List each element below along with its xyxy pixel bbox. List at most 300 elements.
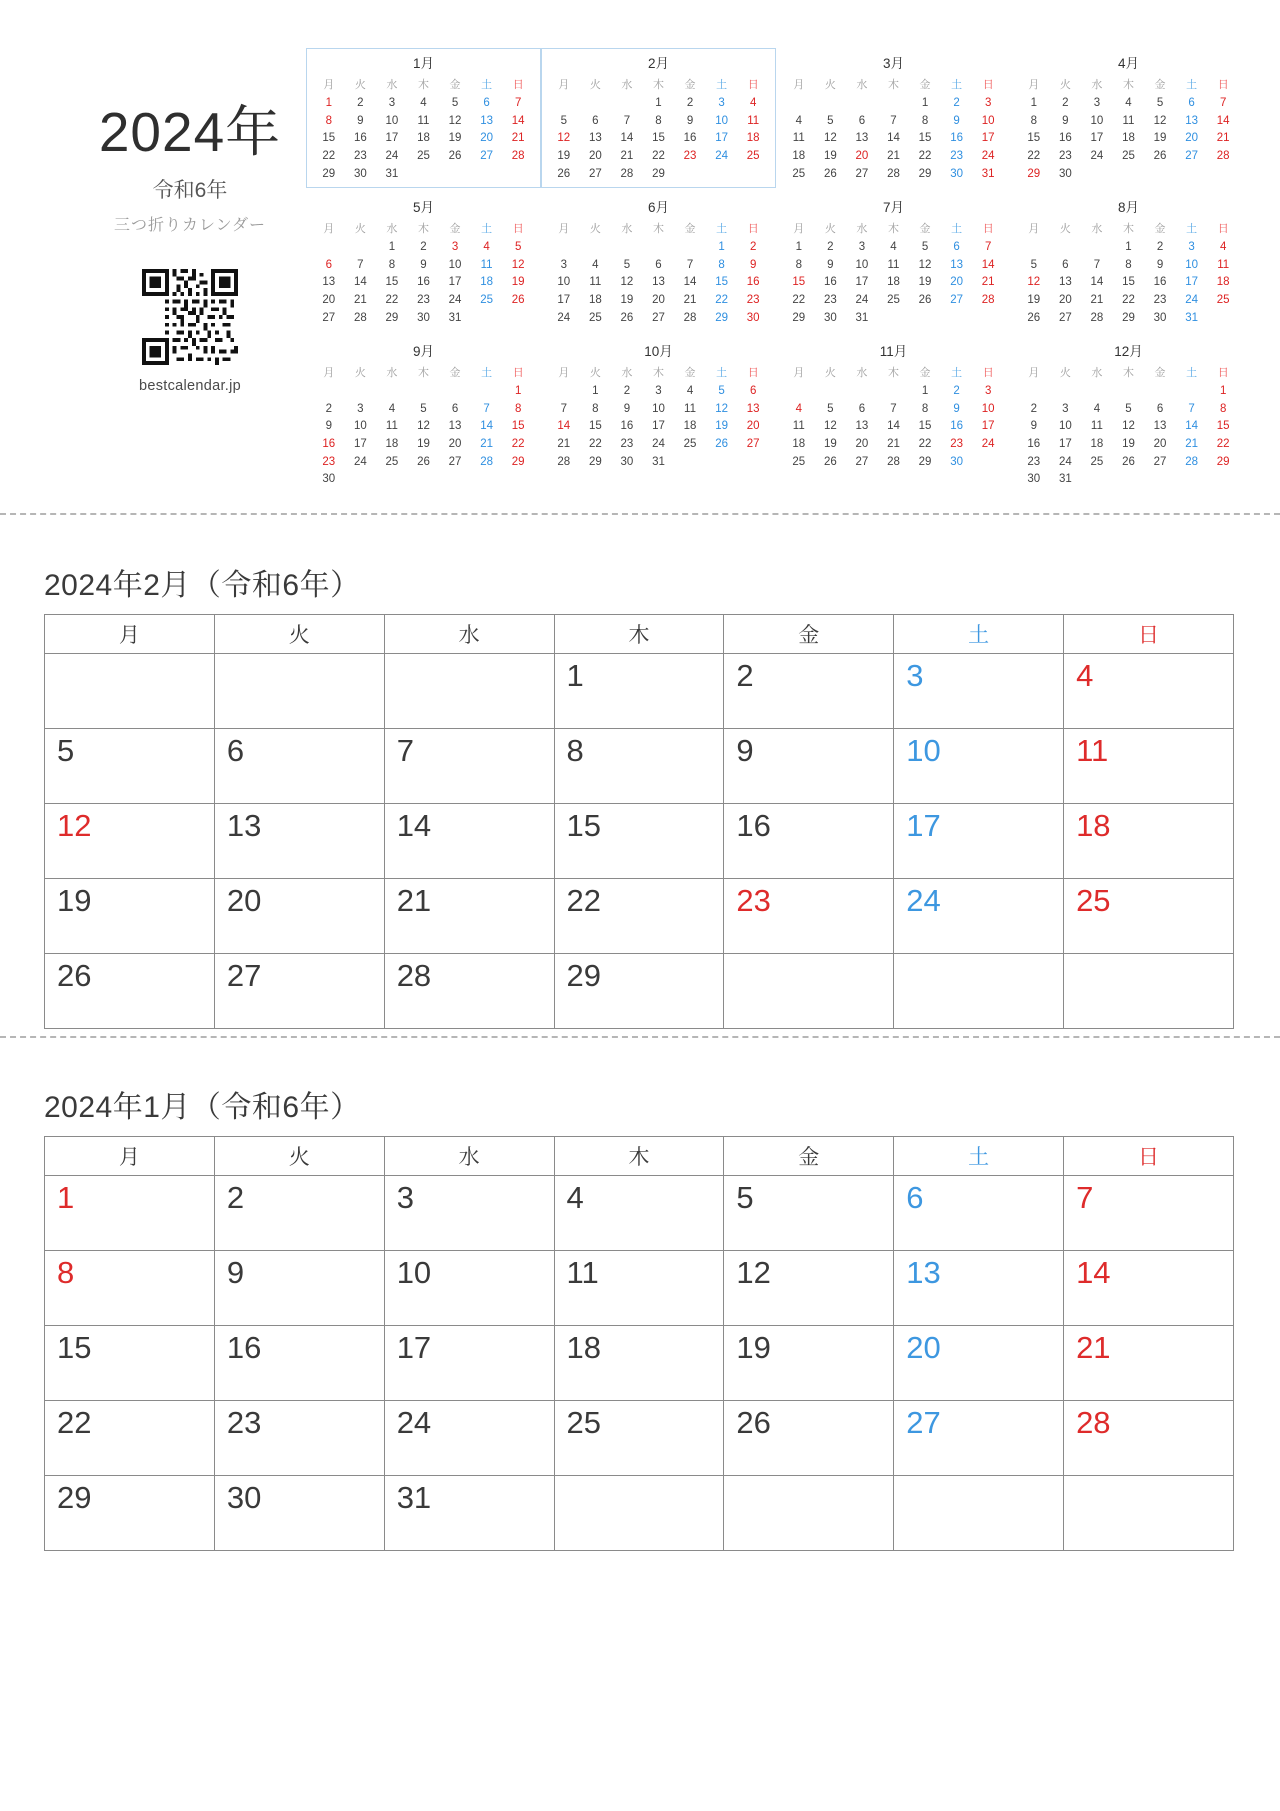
mini-day-cell[interactable]: 9 — [1062, 114, 1069, 127]
mini-day-cell[interactable]: 6 — [953, 241, 960, 254]
mini-day-cell[interactable]: 29 — [385, 311, 399, 324]
mini-day-cell[interactable]: 7 — [686, 258, 694, 271]
mini-day-cell[interactable]: 24 — [652, 437, 665, 450]
mini-day-cell[interactable]: 18 — [683, 420, 697, 433]
mini-day-cell[interactable]: 13 — [448, 420, 462, 433]
mini-day-cell[interactable]: 31 — [385, 167, 399, 180]
mini-day-cell[interactable]: 23 — [950, 437, 963, 450]
mini-day-cell[interactable]: 15 — [918, 420, 932, 433]
day-cell[interactable]: 23 — [214, 1401, 384, 1476]
day-cell[interactable]: 3 — [894, 654, 1064, 729]
mini-day-cell[interactable]: 5 — [623, 258, 631, 271]
mini-day-cell[interactable]: 19 — [1122, 437, 1135, 450]
day-cell[interactable]: 14 — [384, 804, 554, 879]
mini-month-5[interactable] — [306, 192, 541, 332]
mini-day-cell[interactable]: 25 — [683, 437, 697, 450]
mini-day-cell[interactable]: 10 — [1090, 114, 1104, 127]
mini-day-cell[interactable]: 7 — [623, 114, 631, 127]
mini-day-cell[interactable]: 6 — [655, 258, 662, 271]
mini-day-cell[interactable]: 26 — [448, 149, 462, 162]
mini-day-cell[interactable]: 15 — [918, 132, 932, 145]
mini-day-cell[interactable]: 20 — [855, 437, 869, 450]
mini-day-cell[interactable]: 25 — [792, 167, 806, 180]
mini-day-cell[interactable]: 13 — [746, 402, 760, 415]
mini-day-cell[interactable]: 23 — [746, 293, 760, 306]
mini-day-cell[interactable]: 19 — [557, 149, 571, 162]
mini-day-cell[interactable]: 30 — [1058, 167, 1072, 180]
day-cell[interactable]: 31 — [384, 1476, 554, 1551]
mini-day-cell[interactable]: 28 — [1185, 455, 1198, 468]
mini-day-cell[interactable]: 10 — [652, 402, 665, 415]
mini-day-cell[interactable]: 23 — [1153, 293, 1167, 306]
mini-day-cell[interactable]: 6 — [749, 385, 757, 398]
mini-day-cell[interactable]: 13 — [588, 132, 602, 145]
mini-day-cell[interactable]: 13 — [855, 132, 869, 145]
mini-day-cell[interactable]: 2 — [325, 402, 332, 415]
mini-day-cell[interactable]: 11 — [385, 420, 398, 433]
mini-month-3[interactable] — [776, 48, 1011, 188]
mini-day-cell[interactable]: 18 — [792, 437, 806, 450]
mini-day-cell[interactable]: 14 — [511, 114, 525, 127]
mini-day-cell[interactable]: 24 — [448, 293, 462, 306]
mini-day-cell[interactable]: 15 — [792, 276, 806, 289]
mini-day-cell[interactable]: 21 — [1185, 437, 1198, 450]
mini-day-cell[interactable]: 6 — [592, 114, 599, 127]
mini-day-cell[interactable]: 3 — [984, 385, 992, 398]
mini-day-cell[interactable]: 5 — [921, 241, 929, 254]
mini-day-cell[interactable]: 17 — [981, 420, 995, 433]
mini-day-cell[interactable]: 23 — [1027, 455, 1041, 468]
mini-day-cell[interactable]: 27 — [855, 167, 869, 180]
mini-day-cell[interactable]: 20 — [950, 276, 963, 289]
mini-day-cell[interactable]: 13 — [1185, 114, 1198, 127]
mini-month-10[interactable] — [541, 336, 776, 494]
mini-day-cell[interactable]: 26 — [417, 455, 430, 468]
mini-day-cell[interactable]: 17 — [652, 420, 665, 433]
mini-day-cell[interactable]: 12 — [557, 132, 571, 145]
mini-day-cell[interactable]: 11 — [589, 276, 602, 289]
mini-day-cell[interactable]: 21 — [353, 293, 367, 306]
mini-day-cell[interactable]: 2 — [749, 241, 757, 254]
mini-day-cell[interactable]: 26 — [557, 167, 571, 180]
mini-day-cell[interactable]: 10 — [353, 420, 367, 433]
day-cell[interactable]: 29 — [554, 954, 724, 1029]
mini-day-cell[interactable]: 27 — [588, 167, 602, 180]
mini-day-cell[interactable]: 25 — [1122, 149, 1135, 162]
mini-day-cell[interactable]: 7 — [1219, 97, 1227, 110]
day-cell[interactable]: 9 — [214, 1251, 384, 1326]
mini-day-cell[interactable]: 15 — [385, 276, 399, 289]
mini-day-cell[interactable]: 10 — [385, 114, 399, 127]
mini-day-cell[interactable]: 27 — [448, 455, 462, 468]
mini-day-cell[interactable]: 3 — [1062, 402, 1069, 415]
mini-day-cell[interactable]: 28 — [620, 167, 634, 180]
mini-day-cell[interactable]: 9 — [1156, 258, 1164, 271]
mini-day-cell[interactable]: 7 — [1093, 258, 1101, 271]
mini-day-cell[interactable]: 5 — [827, 114, 834, 127]
mini-month-1[interactable] — [306, 48, 541, 188]
day-cell[interactable]: 3 — [384, 1176, 554, 1251]
mini-day-cell[interactable]: 14 — [620, 132, 634, 145]
mini-day-cell[interactable]: 4 — [388, 402, 396, 415]
mini-day-cell[interactable]: 13 — [652, 276, 665, 289]
mini-day-cell[interactable]: 10 — [981, 114, 995, 127]
day-cell[interactable]: 17 — [384, 1326, 554, 1401]
mini-day-cell[interactable]: 6 — [1156, 402, 1164, 415]
mini-day-cell[interactable]: 1 — [1125, 241, 1132, 254]
mini-day-cell[interactable]: 5 — [1125, 402, 1132, 415]
mini-day-cell[interactable]: 25 — [1216, 293, 1230, 306]
mini-day-cell[interactable]: 26 — [823, 167, 837, 180]
day-cell[interactable]: 5 — [724, 1176, 894, 1251]
mini-day-cell[interactable]: 17 — [353, 437, 367, 450]
mini-day-cell[interactable]: 7 — [560, 402, 567, 415]
mini-day-cell[interactable]: 16 — [322, 437, 336, 450]
mini-day-cell[interactable]: 14 — [1090, 276, 1104, 289]
mini-day-cell[interactable]: 12 — [823, 420, 837, 433]
mini-month-8[interactable] — [1011, 192, 1246, 332]
mini-day-cell[interactable]: 20 — [480, 132, 493, 145]
mini-day-cell[interactable]: 2 — [420, 241, 427, 254]
mini-day-cell[interactable]: 14 — [1185, 420, 1198, 433]
mini-day-cell[interactable]: 9 — [827, 258, 834, 271]
mini-day-cell[interactable]: 10 — [981, 402, 995, 415]
mini-day-cell[interactable]: 18 — [1090, 437, 1104, 450]
mini-day-cell[interactable]: 29 — [652, 167, 665, 180]
day-cell[interactable]: 6 — [214, 729, 384, 804]
mini-day-cell[interactable]: 20 — [1185, 132, 1198, 145]
mini-day-cell[interactable]: 14 — [1216, 114, 1230, 127]
mini-day-cell[interactable]: 5 — [560, 114, 567, 127]
mini-day-cell[interactable]: 31 — [981, 167, 995, 180]
mini-day-cell[interactable]: 20 — [322, 293, 336, 306]
mini-day-cell[interactable]: 23 — [620, 437, 634, 450]
mini-day-cell[interactable]: 11 — [887, 258, 900, 271]
day-cell[interactable]: 6 — [894, 1176, 1064, 1251]
mini-day-cell[interactable]: 15 — [1122, 276, 1135, 289]
day-cell[interactable]: 18 — [1064, 804, 1234, 879]
mini-day-cell[interactable]: 19 — [620, 293, 634, 306]
day-cell[interactable]: 5 — [45, 729, 215, 804]
day-cell[interactable]: 21 — [1064, 1326, 1234, 1401]
mini-day-cell[interactable]: 12 — [620, 276, 634, 289]
day-cell[interactable]: 2 — [214, 1176, 384, 1251]
day-cell[interactable]: 25 — [554, 1401, 724, 1476]
mini-day-cell[interactable]: 4 — [1093, 402, 1101, 415]
mini-day-cell[interactable]: 6 — [325, 258, 332, 271]
day-cell[interactable]: 26 — [724, 1401, 894, 1476]
mini-day-cell[interactable]: 9 — [325, 420, 332, 433]
mini-day-cell[interactable]: 7 — [483, 402, 490, 415]
day-cell[interactable]: 29 — [45, 1476, 215, 1551]
mini-day-cell[interactable]: 15 — [322, 132, 336, 145]
mini-day-cell[interactable]: 9 — [1030, 420, 1037, 433]
mini-day-cell[interactable]: 23 — [683, 149, 697, 162]
mini-day-cell[interactable]: 18 — [1216, 276, 1230, 289]
mini-day-cell[interactable]: 10 — [1185, 258, 1198, 271]
mini-month-11[interactable] — [776, 336, 1011, 494]
mini-day-cell[interactable]: 2 — [1062, 97, 1069, 110]
mini-day-cell[interactable]: 12 — [1027, 276, 1041, 289]
day-cell[interactable]: 23 — [724, 879, 894, 954]
mini-day-cell[interactable]: 22 — [385, 293, 399, 306]
mini-day-cell[interactable]: 16 — [417, 276, 430, 289]
mini-day-cell[interactable]: 19 — [448, 132, 462, 145]
mini-day-cell[interactable]: 5 — [827, 402, 834, 415]
mini-day-cell[interactable]: 11 — [1090, 420, 1103, 433]
mini-day-cell[interactable]: 8 — [1030, 114, 1037, 127]
mini-day-cell[interactable]: 13 — [950, 258, 963, 271]
mini-day-cell[interactable]: 27 — [855, 455, 869, 468]
mini-day-cell[interactable]: 21 — [620, 149, 634, 162]
mini-day-cell[interactable]: 28 — [353, 311, 367, 324]
mini-day-cell[interactable]: 7 — [514, 97, 522, 110]
mini-day-cell[interactable]: 1 — [921, 97, 929, 110]
day-cell[interactable]: 22 — [554, 879, 724, 954]
mini-day-cell[interactable]: 20 — [448, 437, 462, 450]
day-cell[interactable]: 10 — [384, 1251, 554, 1326]
mini-day-cell[interactable]: 18 — [480, 276, 493, 289]
mini-day-cell[interactable]: 17 — [448, 276, 462, 289]
mini-day-cell[interactable]: 18 — [385, 437, 399, 450]
mini-day-cell[interactable]: 26 — [1122, 455, 1135, 468]
mini-day-cell[interactable]: 19 — [823, 149, 837, 162]
mini-day-cell[interactable]: 21 — [887, 437, 900, 450]
mini-day-cell[interactable]: 25 — [417, 149, 430, 162]
mini-day-cell[interactable]: 11 — [417, 114, 430, 127]
mini-day-cell[interactable]: 2 — [1156, 241, 1164, 254]
mini-day-cell[interactable]: 8 — [514, 402, 522, 415]
mini-day-cell[interactable]: 30 — [620, 455, 634, 468]
mini-day-cell[interactable]: 29 — [792, 311, 806, 324]
mini-day-cell[interactable]: 7 — [984, 241, 992, 254]
mini-day-cell[interactable]: 27 — [652, 311, 665, 324]
mini-day-cell[interactable]: 28 — [1090, 311, 1104, 324]
mini-day-cell[interactable]: 27 — [480, 149, 493, 162]
mini-day-cell[interactable]: 30 — [417, 311, 430, 324]
mini-day-cell[interactable]: 4 — [795, 402, 802, 415]
mini-day-cell[interactable]: 21 — [887, 149, 900, 162]
mini-day-cell[interactable]: 1 — [592, 385, 599, 398]
mini-day-cell[interactable]: 4 — [890, 241, 897, 254]
mini-day-cell[interactable]: 9 — [953, 402, 960, 415]
mini-day-cell[interactable]: 17 — [1090, 132, 1104, 145]
mini-day-cell[interactable]: 13 — [322, 276, 336, 289]
mini-day-cell[interactable]: 29 — [1027, 167, 1041, 180]
mini-day-cell[interactable]: 29 — [715, 311, 728, 324]
mini-day-cell[interactable]: 24 — [1185, 293, 1198, 306]
mini-day-cell[interactable]: 24 — [855, 293, 869, 306]
day-cell[interactable]: 24 — [384, 1401, 554, 1476]
day-cell[interactable]: 11 — [1064, 729, 1234, 804]
mini-day-cell[interactable]: 22 — [715, 293, 728, 306]
mini-day-cell[interactable]: 30 — [950, 455, 963, 468]
mini-day-cell[interactable]: 31 — [652, 455, 665, 468]
mini-month-9[interactable] — [306, 336, 541, 494]
mini-day-cell[interactable]: 8 — [718, 258, 725, 271]
mini-day-cell[interactable]: 15 — [715, 276, 728, 289]
mini-day-cell[interactable]: 24 — [557, 311, 571, 324]
mini-day-cell[interactable]: 22 — [918, 437, 932, 450]
mini-day-cell[interactable]: 6 — [1188, 97, 1195, 110]
mini-day-cell[interactable]: 10 — [448, 258, 462, 271]
mini-day-cell[interactable]: 1 — [325, 97, 332, 110]
mini-day-cell[interactable]: 28 — [683, 311, 697, 324]
mini-day-cell[interactable]: 18 — [1122, 132, 1135, 145]
mini-day-cell[interactable]: 2 — [623, 385, 631, 398]
day-cell[interactable]: 10 — [894, 729, 1064, 804]
mini-day-cell[interactable]: 24 — [385, 149, 399, 162]
day-cell[interactable]: 4 — [1064, 654, 1234, 729]
mini-day-cell[interactable]: 26 — [918, 293, 932, 306]
mini-day-cell[interactable]: 12 — [1122, 420, 1135, 433]
mini-day-cell[interactable]: 28 — [981, 293, 995, 306]
mini-day-cell[interactable]: 29 — [322, 167, 336, 180]
mini-day-cell[interactable]: 19 — [823, 437, 837, 450]
mini-day-cell[interactable]: 17 — [715, 132, 728, 145]
mini-day-cell[interactable]: 2 — [953, 385, 960, 398]
mini-day-cell[interactable]: 4 — [420, 97, 427, 110]
mini-day-cell[interactable]: 23 — [353, 149, 367, 162]
mini-day-cell[interactable]: 21 — [683, 293, 697, 306]
mini-day-cell[interactable]: 14 — [887, 420, 900, 433]
mini-day-cell[interactable]: 30 — [746, 311, 760, 324]
mini-day-cell[interactable]: 5 — [1156, 97, 1164, 110]
mini-month-7[interactable] — [776, 192, 1011, 332]
mini-day-cell[interactable]: 17 — [1185, 276, 1198, 289]
mini-day-cell[interactable]: 7 — [1188, 402, 1195, 415]
mini-day-cell[interactable]: 25 — [746, 149, 760, 162]
day-cell[interactable]: 16 — [724, 804, 894, 879]
mini-day-cell[interactable]: 8 — [1219, 402, 1227, 415]
mini-day-cell[interactable]: 25 — [792, 455, 806, 468]
mini-day-cell[interactable]: 27 — [1058, 311, 1072, 324]
mini-day-cell[interactable]: 8 — [655, 114, 662, 127]
mini-day-cell[interactable]: 20 — [1153, 437, 1167, 450]
mini-day-cell[interactable]: 29 — [588, 455, 602, 468]
mini-day-cell[interactable]: 2 — [1030, 402, 1037, 415]
mini-day-cell[interactable]: 26 — [1153, 149, 1167, 162]
mini-day-cell[interactable]: 20 — [855, 149, 869, 162]
mini-day-cell[interactable]: 12 — [448, 114, 462, 127]
mini-day-cell[interactable]: 9 — [623, 402, 631, 415]
mini-day-cell[interactable]: 18 — [792, 149, 806, 162]
day-cell[interactable]: 15 — [45, 1326, 215, 1401]
mini-day-cell[interactable]: 16 — [620, 420, 634, 433]
mini-day-cell[interactable]: 16 — [1153, 276, 1167, 289]
mini-month-4[interactable] — [1011, 48, 1246, 188]
mini-day-cell[interactable]: 22 — [322, 149, 336, 162]
mini-day-cell[interactable]: 3 — [1093, 97, 1101, 110]
mini-day-cell[interactable]: 20 — [588, 149, 602, 162]
mini-day-cell[interactable]: 26 — [715, 437, 728, 450]
day-cell[interactable]: 30 — [214, 1476, 384, 1551]
mini-month-6[interactable] — [541, 192, 776, 332]
mini-day-cell[interactable]: 17 — [385, 132, 399, 145]
mini-day-cell[interactable]: 12 — [511, 258, 525, 271]
mini-day-cell[interactable]: 25 — [1090, 455, 1104, 468]
mini-day-cell[interactable]: 1 — [795, 241, 802, 254]
mini-day-cell[interactable]: 22 — [652, 149, 665, 162]
day-cell[interactable]: 17 — [894, 804, 1064, 879]
mini-month-2[interactable] — [541, 48, 776, 188]
mini-day-cell[interactable]: 28 — [887, 167, 900, 180]
mini-day-cell[interactable]: 1 — [1030, 97, 1037, 110]
day-cell[interactable]: 4 — [554, 1176, 724, 1251]
mini-day-cell[interactable]: 3 — [655, 385, 662, 398]
mini-day-cell[interactable]: 14 — [683, 276, 697, 289]
mini-day-cell[interactable]: 5 — [420, 402, 427, 415]
mini-day-cell[interactable]: 3 — [357, 402, 364, 415]
mini-day-cell[interactable]: 11 — [1122, 114, 1135, 127]
mini-day-cell[interactable]: 23 — [823, 293, 837, 306]
mini-day-cell[interactable]: 16 — [950, 420, 963, 433]
mini-day-cell[interactable]: 20 — [1058, 293, 1072, 306]
mini-day-cell[interactable]: 22 — [918, 149, 932, 162]
day-cell[interactable]: 12 — [724, 1251, 894, 1326]
mini-day-cell[interactable]: 10 — [715, 114, 728, 127]
mini-day-cell[interactable]: 18 — [887, 276, 900, 289]
mini-day-cell[interactable]: 6 — [858, 402, 866, 415]
mini-day-cell[interactable]: 16 — [1027, 437, 1041, 450]
mini-day-cell[interactable]: 10 — [1058, 420, 1072, 433]
mini-day-cell[interactable]: 4 — [686, 385, 694, 398]
day-cell[interactable]: 1 — [45, 1176, 215, 1251]
mini-day-cell[interactable]: 28 — [557, 455, 571, 468]
mini-day-cell[interactable]: 21 — [981, 276, 995, 289]
mini-day-cell[interactable]: 12 — [417, 420, 430, 433]
mini-day-cell[interactable]: 15 — [1027, 132, 1041, 145]
mini-day-cell[interactable]: 18 — [746, 132, 760, 145]
day-cell[interactable]: 16 — [214, 1326, 384, 1401]
mini-day-cell[interactable]: 17 — [855, 276, 869, 289]
day-cell[interactable]: 8 — [45, 1251, 215, 1326]
mini-day-cell[interactable]: 6 — [483, 97, 490, 110]
mini-day-cell[interactable]: 30 — [1153, 311, 1167, 324]
mini-day-cell[interactable]: 1 — [388, 241, 396, 254]
mini-day-cell[interactable]: 5 — [451, 97, 459, 110]
mini-day-cell[interactable]: 9 — [953, 114, 960, 127]
day-cell[interactable]: 24 — [894, 879, 1064, 954]
mini-day-cell[interactable]: 8 — [1125, 258, 1132, 271]
day-cell[interactable]: 12 — [45, 804, 215, 879]
day-cell[interactable]: 7 — [1064, 1176, 1234, 1251]
mini-day-cell[interactable]: 5 — [1030, 258, 1037, 271]
mini-day-cell[interactable]: 10 — [855, 258, 869, 271]
mini-day-cell[interactable]: 13 — [1153, 420, 1167, 433]
mini-day-cell[interactable]: 23 — [322, 455, 336, 468]
mini-day-cell[interactable]: 22 — [588, 437, 602, 450]
day-cell[interactable]: 20 — [214, 879, 384, 954]
mini-day-cell[interactable]: 2 — [953, 97, 960, 110]
mini-day-cell[interactable]: 7 — [357, 258, 364, 271]
mini-day-cell[interactable]: 31 — [855, 311, 869, 324]
mini-day-cell[interactable]: 13 — [1058, 276, 1072, 289]
mini-day-cell[interactable]: 29 — [918, 455, 932, 468]
mini-day-cell[interactable]: 16 — [823, 276, 837, 289]
mini-day-cell[interactable]: 29 — [1122, 311, 1135, 324]
mini-day-cell[interactable]: 6 — [1062, 258, 1069, 271]
mini-day-cell[interactable]: 19 — [417, 437, 430, 450]
mini-day-cell[interactable]: 24 — [981, 437, 995, 450]
mini-day-cell[interactable]: 3 — [451, 241, 459, 254]
mini-day-cell[interactable]: 27 — [746, 437, 760, 450]
mini-day-cell[interactable]: 22 — [1122, 293, 1135, 306]
mini-day-cell[interactable]: 7 — [890, 402, 897, 415]
mini-day-cell[interactable]: 4 — [1125, 97, 1132, 110]
day-cell[interactable]: 2 — [724, 654, 894, 729]
mini-day-cell[interactable]: 16 — [746, 276, 760, 289]
